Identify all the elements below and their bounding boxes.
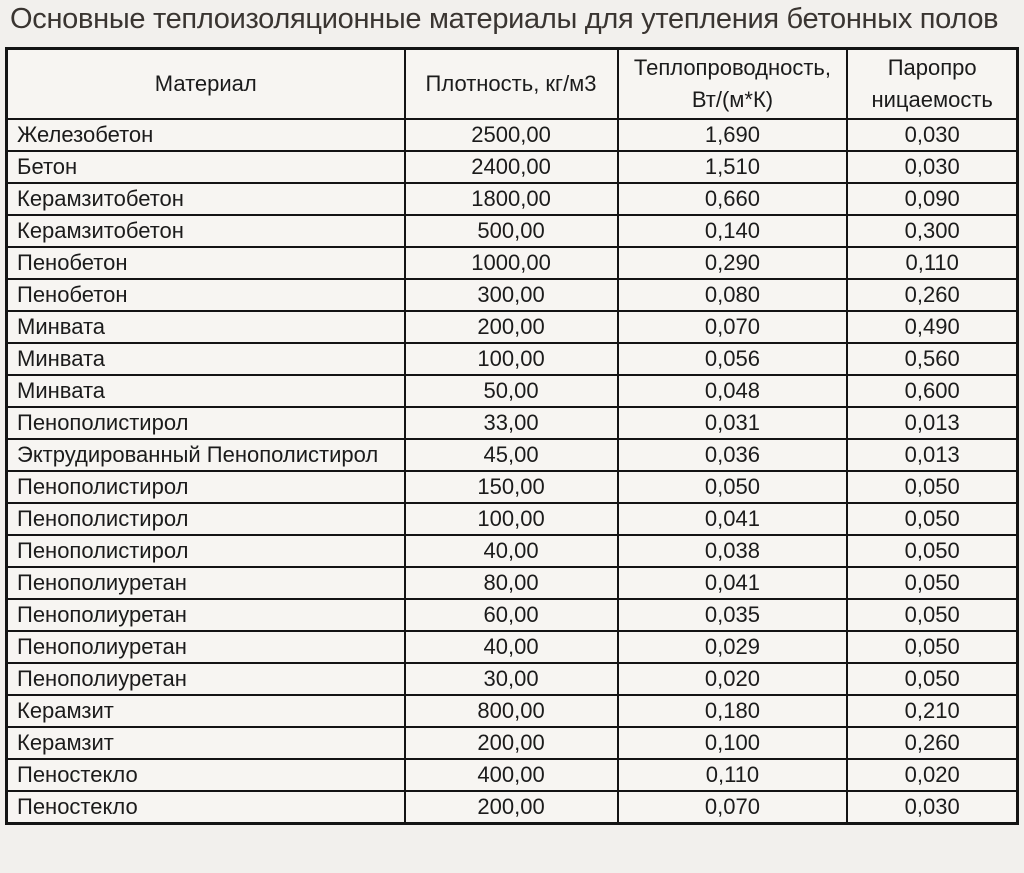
header-cell-density xyxy=(405,49,618,120)
permeability-cell: 0,013 xyxy=(847,407,1017,439)
permeability-cell: 0,110 xyxy=(847,247,1017,279)
density-cell: 150,00 xyxy=(405,471,618,503)
conductivity-cell: 0,041 xyxy=(618,567,848,599)
density-cell: 800,00 xyxy=(405,695,618,727)
material-cell: Бетон xyxy=(7,151,405,183)
conductivity-cell: 0,041 xyxy=(618,503,848,535)
density-cell: 200,00 xyxy=(405,791,618,824)
material-cell: Пенополиуретан xyxy=(7,663,405,695)
conductivity-cell: 0,038 xyxy=(618,535,848,567)
conductivity-cell: 1,690 xyxy=(618,119,848,151)
table-row xyxy=(7,695,1018,727)
density-cell: 200,00 xyxy=(405,311,618,343)
header-cell-permeability xyxy=(847,49,1017,120)
conductivity-cell: 0,035 xyxy=(618,599,848,631)
conductivity-cell: 0,080 xyxy=(618,279,848,311)
table-row xyxy=(7,471,1018,503)
table-row xyxy=(7,183,1018,215)
permeability-cell: 0,050 xyxy=(847,535,1017,567)
table-row xyxy=(7,247,1018,279)
material-cell: Пенобетон xyxy=(7,247,405,279)
conductivity-cell: 0,056 xyxy=(618,343,848,375)
material-cell: Пенополиуретан xyxy=(7,567,405,599)
table-row xyxy=(7,503,1018,535)
conductivity-cell: 0,290 xyxy=(618,247,848,279)
table-row xyxy=(7,151,1018,183)
material-cell: Пенополистирол xyxy=(7,407,405,439)
permeability-cell: 0,050 xyxy=(847,599,1017,631)
conductivity-cell: 0,070 xyxy=(618,791,848,824)
density-cell: 40,00 xyxy=(405,631,618,663)
table-row xyxy=(7,567,1018,599)
material-cell: Керамзитобетон xyxy=(7,183,405,215)
conductivity-cell: 0,660 xyxy=(618,183,848,215)
density-cell: 45,00 xyxy=(405,439,618,471)
header-line: Теплопроводность, xyxy=(633,55,832,81)
table-row xyxy=(7,791,1018,824)
page-title: Основные теплоизоляционные материалы для утепления бетонных полов xyxy=(10,3,999,35)
header-cell-material xyxy=(7,49,405,120)
permeability-cell: 0,030 xyxy=(847,119,1017,151)
conductivity-cell: 0,100 xyxy=(618,727,848,759)
density-cell: 33,00 xyxy=(405,407,618,439)
material-cell: Пенополистирол xyxy=(7,503,405,535)
permeability-cell: 0,020 xyxy=(847,759,1017,791)
table-row xyxy=(7,279,1018,311)
permeability-cell: 0,490 xyxy=(847,311,1017,343)
conductivity-cell: 0,050 xyxy=(618,471,848,503)
density-cell: 50,00 xyxy=(405,375,618,407)
material-cell: Пенополиуретан xyxy=(7,599,405,631)
permeability-cell: 0,030 xyxy=(847,791,1017,824)
materials-table xyxy=(5,47,1019,825)
table-head xyxy=(7,49,1018,120)
header-line: Материал xyxy=(154,71,257,97)
material-cell: Эктрудированный Пенополистирол xyxy=(7,439,405,471)
material-cell: Пенополистирол xyxy=(7,471,405,503)
conductivity-cell: 0,070 xyxy=(618,311,848,343)
table-row xyxy=(7,599,1018,631)
density-cell: 60,00 xyxy=(405,599,618,631)
table-row xyxy=(7,631,1018,663)
conductivity-cell: 0,180 xyxy=(618,695,848,727)
density-cell: 200,00 xyxy=(405,727,618,759)
material-cell: Минвата xyxy=(7,311,405,343)
table-row xyxy=(7,407,1018,439)
conductivity-cell: 0,029 xyxy=(618,631,848,663)
permeability-cell: 0,600 xyxy=(847,375,1017,407)
material-cell: Керамзит xyxy=(7,727,405,759)
table-row xyxy=(7,535,1018,567)
density-cell: 30,00 xyxy=(405,663,618,695)
conductivity-cell: 0,020 xyxy=(618,663,848,695)
density-cell: 2400,00 xyxy=(405,151,618,183)
header-line: Плотность, кг/м3 xyxy=(425,71,597,97)
table-row xyxy=(7,663,1018,695)
density-cell: 400,00 xyxy=(405,759,618,791)
table-row xyxy=(7,375,1018,407)
conductivity-cell: 0,110 xyxy=(618,759,848,791)
permeability-cell: 0,260 xyxy=(847,727,1017,759)
permeability-cell: 0,050 xyxy=(847,663,1017,695)
conductivity-cell: 0,048 xyxy=(618,375,848,407)
conductivity-cell: 0,036 xyxy=(618,439,848,471)
table-body xyxy=(7,119,1018,824)
density-cell: 1800,00 xyxy=(405,183,618,215)
permeability-cell: 0,050 xyxy=(847,567,1017,599)
table-row xyxy=(7,215,1018,247)
material-cell: Минвата xyxy=(7,375,405,407)
permeability-cell: 0,300 xyxy=(847,215,1017,247)
conductivity-cell: 1,510 xyxy=(618,151,848,183)
material-cell: Керамзитобетон xyxy=(7,215,405,247)
permeability-cell: 0,030 xyxy=(847,151,1017,183)
header-cell-conductivity xyxy=(618,49,848,120)
density-cell: 40,00 xyxy=(405,535,618,567)
permeability-cell: 0,050 xyxy=(847,503,1017,535)
header-line: ницаемость xyxy=(871,87,993,112)
material-cell: Пеностекло xyxy=(7,791,405,824)
material-cell: Пенобетон xyxy=(7,279,405,311)
table-row xyxy=(7,727,1018,759)
conductivity-cell: 0,031 xyxy=(618,407,848,439)
material-cell: Минвата xyxy=(7,343,405,375)
material-cell: Пенополиуретан xyxy=(7,631,405,663)
density-cell: 100,00 xyxy=(405,503,618,535)
permeability-cell: 0,560 xyxy=(847,343,1017,375)
table-row xyxy=(7,759,1018,791)
material-cell: Пенополистирол xyxy=(7,535,405,567)
conductivity-cell: 0,140 xyxy=(618,215,848,247)
permeability-cell: 0,050 xyxy=(847,631,1017,663)
permeability-cell: 0,050 xyxy=(847,471,1017,503)
material-cell: Пеностекло xyxy=(7,759,405,791)
permeability-cell: 0,090 xyxy=(847,183,1017,215)
permeability-cell: 0,210 xyxy=(847,695,1017,727)
header-row xyxy=(7,49,1018,120)
table-row xyxy=(7,343,1018,375)
permeability-cell: 0,260 xyxy=(847,279,1017,311)
density-cell: 2500,00 xyxy=(405,119,618,151)
header-line: Паропро xyxy=(887,55,977,81)
density-cell: 80,00 xyxy=(405,567,618,599)
material-cell: Керамзит xyxy=(7,695,405,727)
table-row xyxy=(7,311,1018,343)
material-cell: Железобетон xyxy=(7,119,405,151)
density-cell: 500,00 xyxy=(405,215,618,247)
density-cell: 300,00 xyxy=(405,279,618,311)
header-line: Вт/(м*К) xyxy=(691,87,774,112)
density-cell: 1000,00 xyxy=(405,247,618,279)
table-row xyxy=(7,119,1018,151)
table-row xyxy=(7,439,1018,471)
density-cell: 100,00 xyxy=(405,343,618,375)
permeability-cell: 0,013 xyxy=(847,439,1017,471)
